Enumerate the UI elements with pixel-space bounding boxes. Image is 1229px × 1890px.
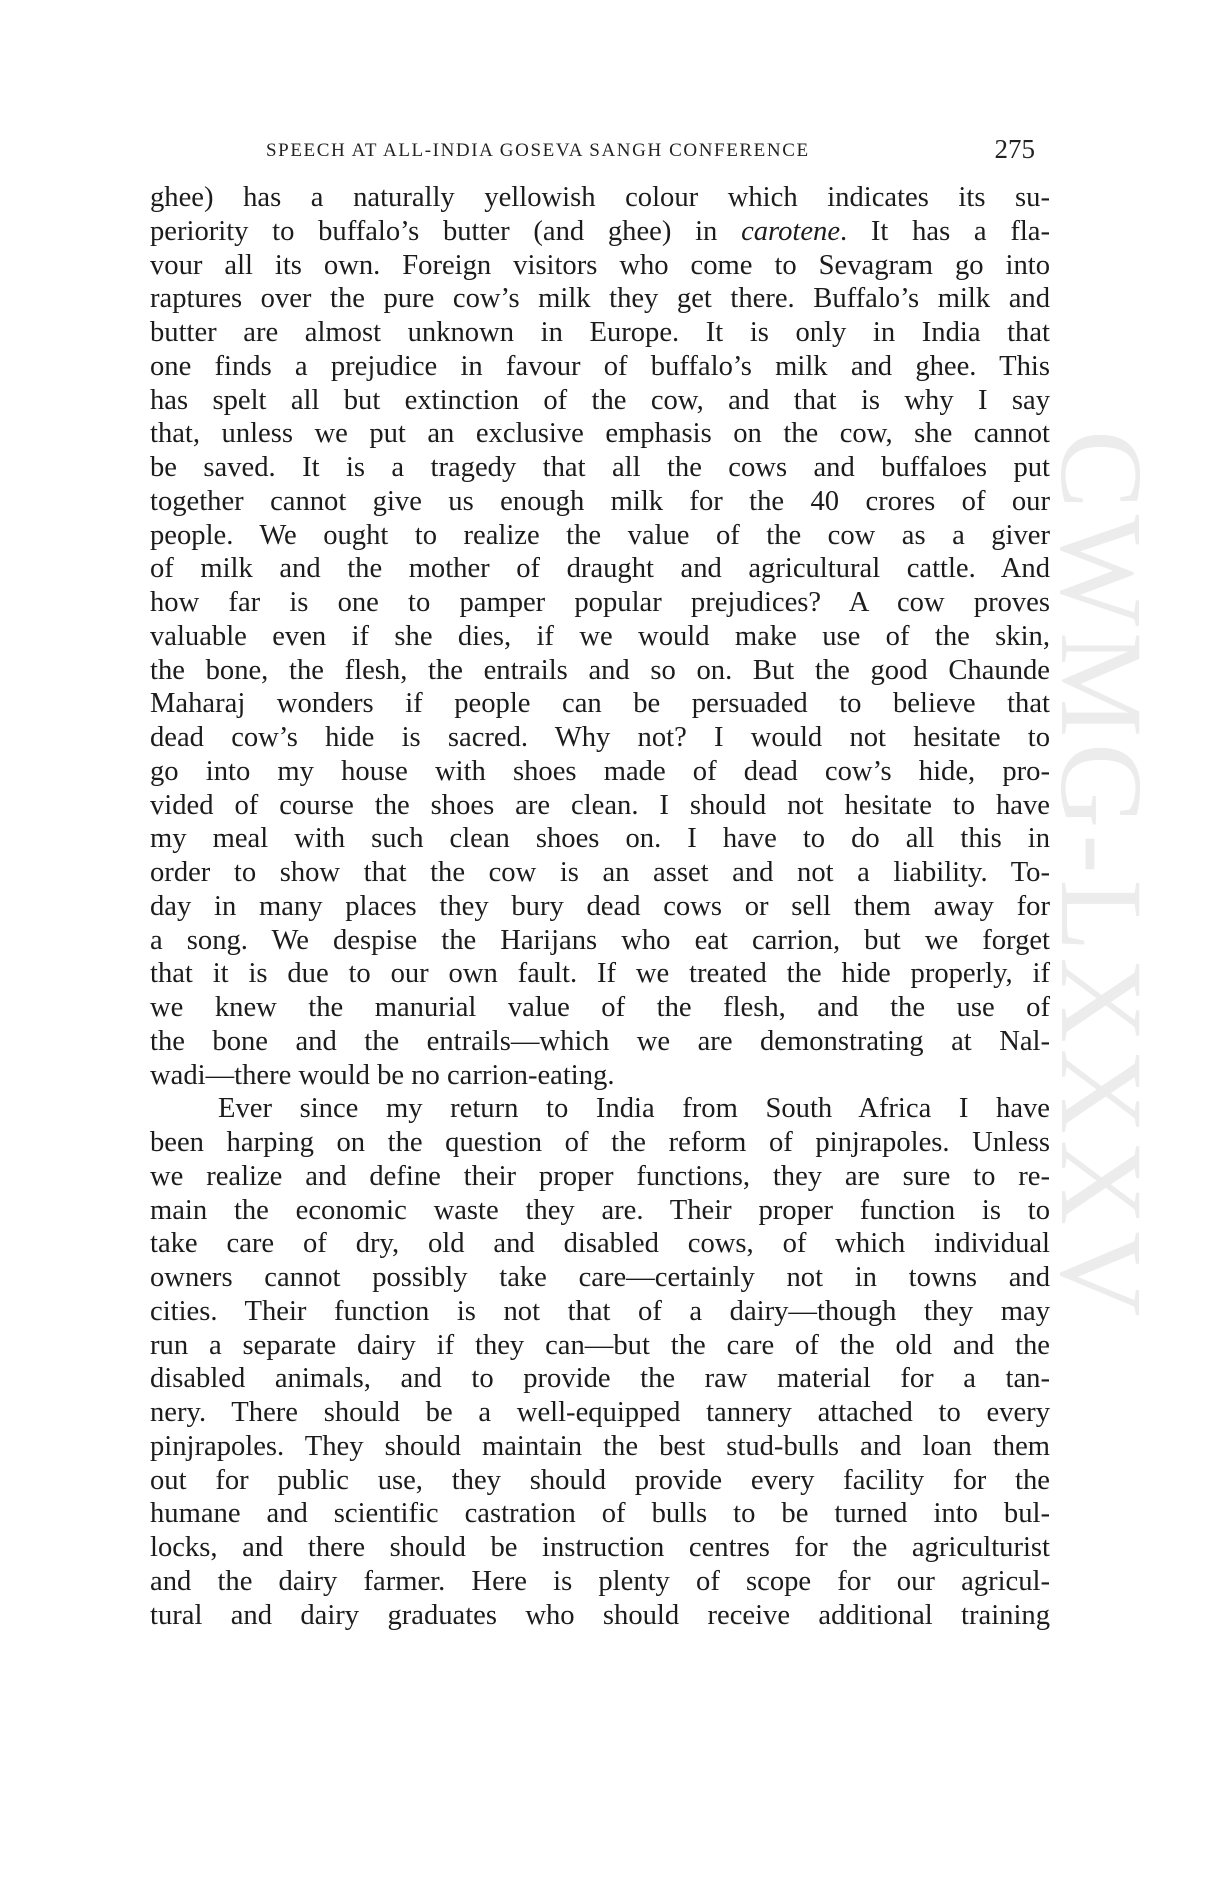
text-line: take care of dry, old and disabled cows, of which individual: [150, 1228, 1050, 1260]
text-line: dead cow’s hide is sacred. Why not? I would not hesitate to: [150, 722, 1050, 753]
text-line: one finds a prejudice in favour of buffalo’s milk and ghee. This: [150, 350, 1050, 382]
text-line: a song. We despise the Harijans who eat carrion, but we forget: [150, 924, 1050, 956]
text-segment: periority to buffalo’s butter (and ghee) in: [150, 215, 742, 247]
paragraph-end-line: wadi—there would be no carrion-eating.: [150, 1059, 615, 1091]
paragraph-start-line: Ever since my return to India from South Africa I have: [218, 1093, 1050, 1125]
text-line: we knew the manurial value of the flesh, and the use of: [150, 992, 1050, 1023]
text-line: main the economic waste they are. Their proper function is to: [150, 1194, 1050, 1226]
text-line: of milk and the mother of draught and agricultural cattle. And: [150, 553, 1050, 585]
running-head: [150, 134, 1035, 170]
text-line: how far is one to pamper popular prejudices? A cow proves: [150, 587, 1050, 618]
text-line: people. We ought to realize the value of the cow as a giver: [150, 519, 1050, 551]
text-line: be saved. It is a tragedy that all the cows and buffaloes put: [150, 452, 1050, 483]
text-line: humane and scientific castration of bulls to be turned into bul-: [150, 1498, 1050, 1530]
text-line: been harping on the question of the reform of pinjrapoles. Unless: [150, 1127, 1050, 1158]
text-line-with-italic: [150, 215, 1050, 249]
text-line: together cannot give us enough milk for the 40 crores of our: [150, 485, 1050, 517]
text-line: day in many places they bury dead cows or sell them away for: [150, 890, 1050, 922]
page-number: 275: [994, 134, 1035, 164]
text-line: butter are almost unknown in Europe. It is only in India that: [150, 317, 1050, 348]
text-line: disabled animals, and to provide the raw material for a tan-: [150, 1363, 1050, 1395]
text-line: we realize and define their proper functions, they are sure to re-: [150, 1160, 1050, 1192]
text-line: that it is due to our own fault. If we treated the hide properly, if: [150, 958, 1050, 990]
text-line: vour all its own. Foreign visitors who come to Sevagram go into: [150, 249, 1050, 281]
text-line: out for public use, they should provide every facility for the: [150, 1464, 1050, 1496]
text-line: has spelt all but extinction of the cow, and that is why I say: [150, 384, 1050, 416]
text-line: tural and dairy graduates who should receive additional training: [150, 1599, 1050, 1631]
text-line: that, unless we put an exclusive emphasis on the cow, she cannot: [150, 418, 1050, 450]
italic-word: carotene: [741, 215, 841, 247]
text-line: nery. There should be a well-equipped tannery attached to every: [150, 1397, 1050, 1428]
text-line: raptures over the pure cow’s milk they get there. Buffalo’s milk and: [150, 283, 1050, 315]
text-line: order to show that the cow is an asset and not a liability. To-: [150, 857, 1050, 888]
text-line: the bone and the entrails—which we are demonstrating at Nal-: [150, 1025, 1050, 1057]
text-line: valuable even if she dies, if we would make use of the skin,: [150, 620, 1050, 652]
text-line: pinjrapoles. They should maintain the best stud-bulls and loan them: [150, 1430, 1050, 1462]
text-line: locks, and there should be instruction centres for the agriculturist: [150, 1532, 1050, 1563]
text-line: the bone, the flesh, the entrails and so on. But the good Chaunde: [150, 654, 1050, 686]
text-line: run a separate dairy if they can—but the care of the old and the: [150, 1329, 1050, 1361]
text-line: and the dairy farmer. Here is plenty of scope for our agricul-: [150, 1565, 1050, 1597]
text-line: Maharaj wonders if people can be persuaded to believe that: [150, 688, 1050, 720]
text-line: vided of course the shoes are clean. I should not hesitate to have: [150, 789, 1050, 821]
text-line: cities. Their function is not that of a dairy—though they may: [150, 1295, 1050, 1327]
watermark: CWMG-LXXXV: [1036, 430, 1167, 1323]
running-title: SPEECH AT ALL-INDIA GOSEVA SANGH CONFERENCE: [266, 140, 810, 161]
text-segment: . It has a fla-: [840, 215, 1050, 247]
body-text: [150, 181, 1050, 1632]
text-line: ghee) has a naturally yellowish colour which indicates its su-: [150, 182, 1050, 213]
text-line: go into my house with shoes made of dead cow’s hide, pro-: [150, 755, 1050, 787]
text-line: my meal with such clean shoes on. I have to do all this in: [150, 823, 1050, 855]
text-line: owners cannot possibly take care—certainly not in towns and: [150, 1262, 1050, 1293]
